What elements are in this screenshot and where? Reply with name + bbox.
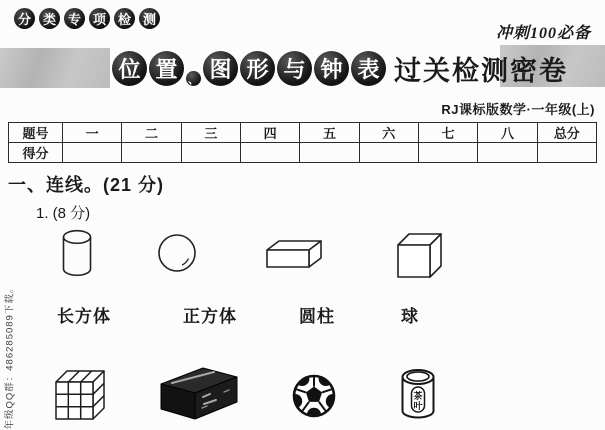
cylinder-figure xyxy=(60,229,94,277)
title-char: 位 xyxy=(112,51,147,86)
rubiks-cube-figure xyxy=(52,365,110,427)
score-table xyxy=(8,122,597,163)
title-suffix: 过关检测密卷 xyxy=(394,55,568,86)
pencil-box-figure xyxy=(158,364,242,422)
title-decoration-left xyxy=(0,48,110,88)
score-header-cell: 四 xyxy=(240,123,299,143)
score-header-cell: 五 xyxy=(300,123,359,143)
tea-label-char: 茶 xyxy=(413,391,423,401)
score-header-cell: 八 xyxy=(478,123,537,143)
score-blank-cell xyxy=(181,143,240,163)
cuboid-figure xyxy=(263,237,325,271)
shape-label: 长方体 xyxy=(57,307,111,326)
corner-note: 冲刺100必备 xyxy=(495,25,591,42)
score-blank-cell xyxy=(63,143,122,163)
score-blank-cell xyxy=(122,143,181,163)
tea-label-char: 叶 xyxy=(413,401,423,411)
shape-label: 球 xyxy=(401,307,419,326)
score-header-cell: 题号 xyxy=(9,123,63,143)
page-title xyxy=(112,44,568,92)
score-table-header-row xyxy=(9,123,597,143)
score-blank-cell xyxy=(300,143,359,163)
score-blank-cell xyxy=(418,143,477,163)
score-header-cell: 总分 xyxy=(537,123,596,143)
edition-label: RJ课标版数学·一年级(上) xyxy=(441,102,595,117)
score-header-cell: 二 xyxy=(122,123,181,143)
title-char: 、 xyxy=(186,71,201,86)
badge-char: 专 xyxy=(64,8,85,29)
score-table-score-row xyxy=(9,143,597,163)
category-badge xyxy=(14,8,160,29)
sphere-figure xyxy=(157,233,197,273)
title-char: 钟 xyxy=(314,51,349,86)
section-heading: 一、连线。(21 分) xyxy=(8,175,165,195)
score-row-label: 得分 xyxy=(9,143,63,163)
score-header-cell: 三 xyxy=(181,123,240,143)
shape-label: 圆柱 xyxy=(299,307,335,326)
score-blank-cell xyxy=(537,143,596,163)
badge-char: 项 xyxy=(89,8,110,29)
title-char: 表 xyxy=(351,51,386,86)
cube-figure xyxy=(394,231,444,281)
soccer-ball-figure xyxy=(291,373,337,419)
score-header-cell: 六 xyxy=(359,123,418,143)
score-blank-cell xyxy=(359,143,418,163)
score-blank-cell xyxy=(478,143,537,163)
question-number: 1. (8 分) xyxy=(36,205,91,222)
title-band xyxy=(0,44,605,92)
tea-canister-figure xyxy=(395,366,441,422)
title-char: 与 xyxy=(277,51,312,86)
qq-group-watermark: 年级QQ群：486285089下载。 xyxy=(4,282,16,430)
badge-char: 检 xyxy=(114,8,135,29)
badge-char: 分 xyxy=(14,8,35,29)
title-char: 形 xyxy=(240,51,275,86)
badge-char: 类 xyxy=(39,8,60,29)
score-header-cell: 一 xyxy=(63,123,122,143)
title-char: 图 xyxy=(203,51,238,86)
score-blank-cell xyxy=(240,143,299,163)
shape-label: 正方体 xyxy=(183,307,237,326)
title-char: 置 xyxy=(149,51,184,86)
badge-char: 测 xyxy=(139,8,160,29)
score-header-cell: 七 xyxy=(418,123,477,143)
